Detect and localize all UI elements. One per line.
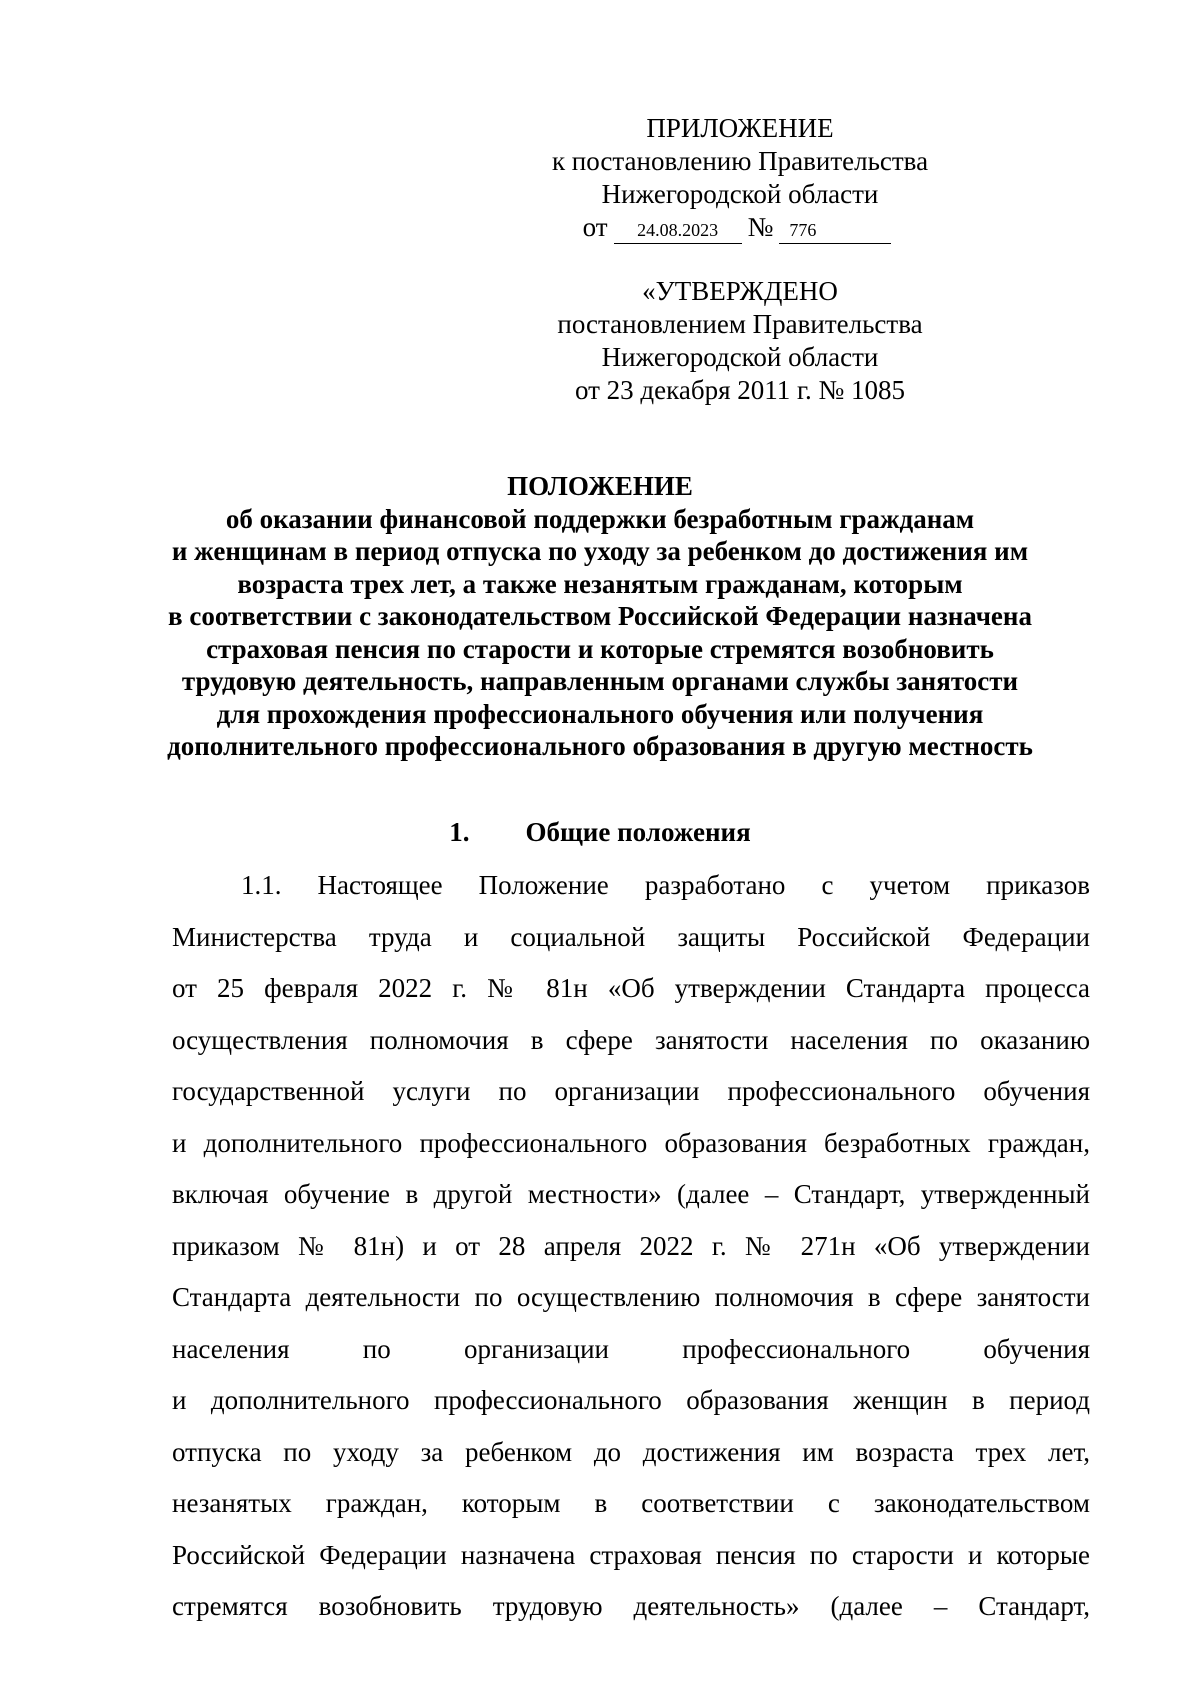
appendix-line-1: к постановлению Правительства: [551, 146, 929, 176]
document-title: [130, 470, 1070, 763]
appendix-date: 24.08.2023: [614, 219, 742, 244]
body-line: Российской Федерации назначена страховая пенсия по старости и которые: [172, 1539, 1090, 1570]
body-line: отпуска по уходу за ребенком до достижения им возраста трех лет,: [172, 1436, 1090, 1467]
from-label: от: [582, 212, 608, 242]
number-label: №: [747, 212, 774, 242]
appendix-title: ПРИЛОЖЕНИЕ: [646, 113, 834, 143]
appendix-number: 776: [779, 219, 891, 244]
body-line: и дополнительного профессионального образования женщин в период: [172, 1385, 1090, 1415]
body-line: государственной услуги по организации профессионального обучения: [172, 1076, 1090, 1106]
approved-block: [545, 275, 935, 407]
section-title: Общие положения: [525, 817, 751, 847]
body-line: 1.1. Настоящее Положение разработано с учетом приказов: [241, 870, 1090, 900]
approved-line-1: «УТВЕРЖДЕНО: [642, 276, 838, 306]
approved-line-2: постановлением Правительства: [557, 309, 923, 339]
body-paragraph: [172, 860, 1090, 1633]
body-line: стремятся возобновить трудовую деятельность» (далее – Стандарт,: [172, 1591, 1090, 1621]
appendix-block: [545, 112, 935, 244]
body-line: незанятых граждан, которым в соответствии с законодательством: [172, 1488, 1090, 1518]
body-line: включая обучение в другой местности» (далее – Стандарт, утвержденный: [172, 1179, 1090, 1209]
body-line: Стандарта деятельности по осуществлению полномочия в сфере занятости: [172, 1282, 1090, 1312]
title-line: дополнительного профессионального образования в другую местность: [167, 731, 1033, 761]
section-number: 1.: [449, 817, 470, 847]
title-line: в соответствии с законодательством Российской Федерации назначена: [168, 601, 1032, 631]
title-line: трудовую деятельность, направленным органами службы занятости: [181, 666, 1019, 696]
appendix-line-2: Нижегородской области: [601, 179, 879, 209]
body-line: от 25 февраля 2022 г. № 81н «Об утверждении Стандарта процесса: [172, 973, 1090, 1003]
title-line: об оказании финансовой поддержки безработным гражданам: [225, 503, 975, 534]
section-heading: [130, 816, 1070, 849]
approved-line-4: от 23 декабря 2011 г. № 1085: [574, 375, 906, 405]
body-line: и дополнительного профессионального образования безработных граждан,: [172, 1127, 1090, 1158]
body-line: приказом № 81н) и от 28 апреля 2022 г. № 271н «Об утверждении: [172, 1230, 1090, 1261]
title-line: для прохождения профессионального обучения или получения: [216, 698, 984, 729]
approved-line-3: Нижегородской области: [601, 342, 879, 372]
title-heading: ПОЛОЖЕНИЕ: [507, 471, 693, 501]
appendix-date-line: [545, 211, 935, 244]
body-line: осуществления полномочия в сфере занятости населения по оказанию: [172, 1024, 1090, 1055]
body-line: населения по организации профессионального обучения: [172, 1333, 1090, 1364]
title-line: и женщинам в период отпуска по уходу за ребенком до достижения им: [171, 536, 1029, 566]
title-line: страховая пенсия по старости и которые стремятся возобновить: [206, 633, 994, 664]
title-line: возраста трех лет, а также незанятым гражданам, которым: [237, 568, 963, 599]
body-line: Министерства труда и социальной защиты Российской Федерации: [172, 921, 1090, 952]
